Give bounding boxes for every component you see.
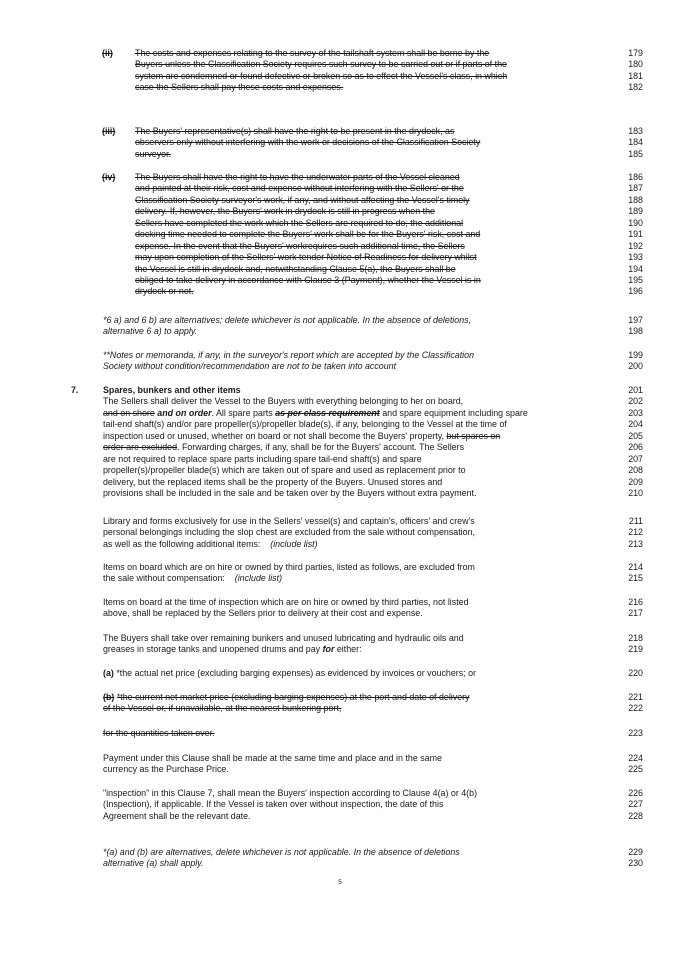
section-number: 7. (71, 385, 79, 395)
include-list-text: (include list) (270, 538, 318, 549)
line-number: 192 (628, 240, 643, 251)
line-text: Payment under this Clause shall be made at the same time and place and in the same (103, 753, 442, 763)
line-number: 187 (628, 183, 643, 194)
line-text: system are condemned or found defective or broken so as to effect the Vessel’s class, in which (135, 70, 508, 81)
line-number: 190 (628, 217, 643, 228)
line-number: 198 (628, 326, 643, 337)
line-number: 196 (628, 286, 643, 297)
line-number: 199 (628, 350, 643, 360)
line-number: 185 (628, 148, 643, 159)
line-text: tail-end shaft(s) and/or pare propeller(s)/propeller blade(s), if any, belonging to the Vessel at the time of (103, 419, 507, 430)
line-text: alternative 6 a) to apply. (103, 326, 198, 337)
line-number: 225 (628, 764, 643, 775)
line-number: 207 (628, 453, 643, 464)
line-text: propeller(s)/propeller blade(s) which are taken out of spare and used as replacement prior to (103, 465, 466, 476)
line-number: 230 (628, 858, 643, 869)
option-b (103, 692, 643, 715)
line-text: provisions shall be included in the sale and be taken over by the Buyers without extra payment. (103, 487, 477, 498)
subclause-ii (102, 48, 643, 94)
line-text: are not required to replace spare parts including spare tail-end shaft(s) and spare (103, 453, 422, 464)
line-text: (Inspection), if applicable. If the Vessel is taken over without inspection, the date of this (103, 799, 444, 810)
line-text: . Forwarding charges, if any, shall be for the Buyers' account. The Sellers (177, 442, 464, 453)
subclause-label: (ii) (102, 48, 113, 58)
line-text: delivery. If, however, the Buyers' work in drydock is still in progress when the (135, 206, 435, 217)
subclause-iii (102, 126, 643, 160)
line-text: Buyers unless the Classification Society requires such survey to be carried out or if parts of the (135, 59, 507, 70)
line-text: . All spare parts (211, 407, 273, 418)
line-number: 202 (628, 396, 643, 407)
line-text: currency as the Purchase Price. (103, 764, 229, 775)
line-text: Agreement shall be the relevant date. (103, 810, 251, 821)
line-text: docking time needed to complete the Buyers' work shall be for the Buyers' risk, cost and (135, 229, 481, 240)
line-number: 179 (628, 48, 643, 58)
line-text: the Vessel is still in drydock and, notwithstanding Clause 5(a), the Buyers shall be (135, 263, 456, 274)
line-text: above, shall be replaced by the Sellers prior to delivery at their cost and expense. (103, 608, 423, 619)
line-number: 226 (628, 788, 643, 798)
line-number: 213 (628, 538, 643, 549)
line-text: delivery, but the replaced items shall be the property of the Buyers. Unused stores and (103, 476, 443, 487)
bunkers-paragraph (103, 633, 643, 656)
line-number: 220 (628, 668, 643, 678)
line-number: 218 (628, 633, 643, 643)
struck-text: as per class requirement (275, 407, 380, 418)
inspection-items-paragraph (103, 597, 643, 620)
emphasis-text: and on order (157, 407, 212, 418)
line-text: Classification Society surveyor's work, if any, and without affecting the Vessel's timely (135, 194, 470, 205)
line-number: 228 (628, 810, 643, 821)
line-number: 227 (628, 799, 643, 810)
option-label: (b) (103, 692, 115, 702)
line-text: *(a) and (b) are alternatives, delete whichever is not applicable. In the absence of deletions (103, 847, 460, 857)
line-number: 205 (628, 430, 643, 441)
line-text: case the Sellers shall pay these costs and expenses. (135, 82, 344, 93)
subclause-iv (102, 172, 643, 298)
line-text: **Notes or memoranda, if any, in the surveyor's report which are accepted by the Classification (103, 350, 475, 360)
library-paragraph (103, 516, 643, 550)
line-text: the sale without compensation: (103, 573, 225, 584)
line-number: 180 (628, 59, 643, 70)
line-number: 189 (628, 206, 643, 217)
struck-text: *the current net market price (excluding barging expenses) at the port and date of delivery (116, 692, 470, 702)
line-text: obliged to take delivery in accordance with Clause 3 (Payment), whether the Vessel is in (135, 274, 481, 285)
section-title: Spares, bunkers and other items (103, 385, 241, 395)
line-number: 188 (628, 194, 643, 205)
line-number: 209 (628, 476, 643, 487)
line-number: 211 (628, 516, 643, 526)
line-number: 210 (628, 487, 643, 498)
quantities-line (103, 728, 643, 739)
line-number: 195 (628, 274, 643, 285)
line-text: as well as the following additional items: (103, 538, 261, 549)
line-number: 224 (628, 753, 643, 763)
payment-paragraph (103, 753, 643, 776)
line-text: The Buyers shall have the right to have the underwater parts of the Vessel cleaned (135, 172, 460, 182)
subclause-label: (iii) (102, 126, 116, 136)
line-text: "inspection" in this Clause 7, shall mean the Buyers' inspection according to Clause 4(a) or 4(b) (103, 788, 478, 798)
struck-text: for the quantities taken over. (103, 728, 215, 738)
line-text: may upon completion of the Sellers' work tender Notice of Readiness for delivery whilst (135, 252, 477, 263)
line-number: 206 (628, 442, 643, 453)
subclause-label: (iv) (102, 172, 116, 182)
line-number: 229 (628, 847, 643, 857)
line-text: and spare equipment including spare (382, 407, 528, 418)
line-text: inspection used or unused, whether on board or not shall become the Buyers' property, (103, 430, 444, 441)
line-number: 191 (628, 229, 643, 240)
line-number: 201 (628, 385, 643, 395)
note-memoranda (103, 350, 643, 373)
line-text: The Buyers' representative(s) shall have the right to be present in the drydock, as (135, 126, 455, 136)
note-alternatives-6 (103, 315, 643, 338)
line-text: The Buyers shall take over remaining bunkers and unused lubricating and hydraulic oils and (103, 633, 464, 643)
line-number: 203 (628, 407, 643, 418)
option-a (103, 668, 643, 679)
line-number: 223 (628, 728, 643, 738)
struck-text: but spares on (446, 430, 501, 441)
line-text: drydock or not. (135, 286, 194, 297)
line-text: *6 a) and 6 b) are alternatives; delete whichever is not applicable. In the absence of deletions, (103, 315, 472, 325)
line-text: surveyor. (135, 148, 172, 159)
line-text: *the actual net price (excluding barging expenses) as evidenced by invoices or vouchers; or (116, 668, 476, 678)
line-number: 219 (628, 644, 643, 655)
line-number: 193 (628, 252, 643, 263)
line-number: 184 (628, 137, 643, 148)
line-text: Sellers have completed the work which the Sellers are required to do, the additional (135, 217, 464, 228)
struck-text: of the Vessel or, if unavailable, at the nearest bunkering port, (103, 703, 342, 714)
page-number: 5 (338, 879, 342, 886)
line-number: 208 (628, 465, 643, 476)
line-number: 197 (628, 315, 643, 325)
line-text: Society without condition/recommendation are not to be taken into account (103, 361, 397, 372)
line-number: 217 (628, 608, 643, 619)
line-text: Items on board which are on hire or owned by third parties, listed as follows, are excluded from (103, 562, 475, 572)
line-number: 216 (628, 597, 643, 607)
line-number: 200 (628, 361, 643, 372)
line-text: personal belongings including the slop chest are excluded from the sale without compensation, (103, 527, 475, 538)
line-number: 194 (628, 263, 643, 274)
option-label: (a) (103, 668, 114, 678)
struck-text: and on shore (103, 407, 155, 418)
line-text: The Sellers shall deliver the Vessel to the Buyers with everything belonging to her on board, (103, 396, 464, 407)
line-number: 186 (628, 172, 643, 182)
line-text: The costs and expenses relating to the survey of the tailshaft system shall be borne by the (135, 48, 490, 58)
note-alternatives-ab (103, 847, 643, 870)
line-number: 221 (628, 692, 643, 702)
line-text: Items on board at the time of inspection which are on hire or owned by third parties, not listed (103, 597, 469, 607)
line-text: greases in storage tanks and unopened drums and pay (103, 644, 321, 655)
line-text: Library and forms exclusively for use in the Sellers' vessel(s) and captain's, officers' and crew's (103, 516, 475, 526)
line-number: 204 (628, 419, 643, 430)
line-number: 181 (628, 70, 643, 81)
include-list-text: (include list) (234, 573, 283, 584)
line-number: 212 (628, 527, 643, 538)
line-text: observers only without interfering with the work or decisions of the Classification Society (135, 137, 481, 148)
inspection-definition (103, 788, 643, 822)
line-text: expense. In the event that the Buyers' workrequires such additional time, the Sellers (135, 240, 465, 251)
line-text: and painted at their risk, cost and expense without interfering with the Sellers' or the (135, 183, 464, 194)
line-number: 222 (628, 703, 643, 714)
line-number: 215 (628, 573, 643, 584)
line-number: 183 (628, 126, 643, 136)
line-number: 182 (628, 82, 643, 93)
section-7 (71, 385, 643, 499)
struck-text: order are excluded (103, 442, 178, 453)
line-number: 214 (628, 562, 643, 572)
emphasis-text: for (322, 644, 335, 655)
hire-paragraph (103, 562, 643, 585)
line-text: alternative (a) shall apply. (103, 858, 204, 869)
line-text: either: (336, 644, 362, 655)
